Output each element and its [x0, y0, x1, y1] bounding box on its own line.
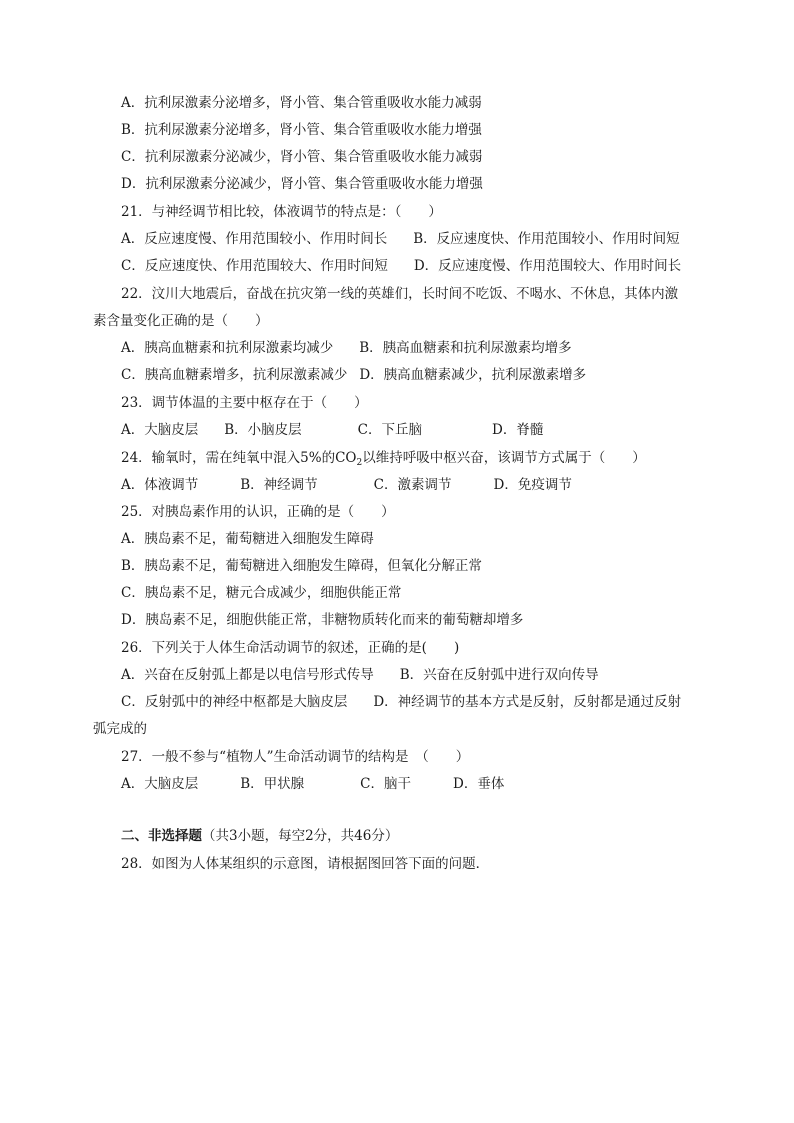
q24-stem: 24．输氧时，需在纯氧中混入5%的$CO_2$以维持呼吸中枢兴奋，该调节方式属于（ ） — [121, 450, 646, 468]
q22-option-a: A．胰高血糖素和抗利尿激素均减少 — [121, 340, 334, 356]
q26-option-c: C．反射弧中的神经中枢都是大脑皮层 — [121, 694, 348, 710]
q21-options-row1 — [121, 230, 680, 248]
q20-option-b: B．抗利尿激素分泌增多，肾小管、集合管重吸收水能力增强 — [121, 122, 482, 138]
q26-options-row2 — [121, 693, 681, 711]
q26-options-row1 — [121, 666, 599, 684]
q21-option-c: C．反应速度快、作用范围较大、作用时间短 — [121, 258, 388, 274]
q25-option-c: C．胰岛素不足，糖元合成减少，细胞供能正常 — [121, 585, 402, 601]
q26-option-b: B．兴奋在反射弧中进行双向传导 — [399, 667, 599, 683]
q24-option-a: A．体液调节 — [121, 477, 199, 493]
q22-options-row1 — [121, 339, 572, 357]
q23-stem: 23．调节体温的主要中枢存在于（ ） — [121, 395, 368, 411]
q27-stem: 27．一般不参与“植物人”生命活动调节的结构是 （ ） — [121, 749, 470, 765]
q28-stem: 28．如图为人体某组织的示意图，请根据图回答下面的问题． — [121, 856, 490, 872]
q27-option-c: C．脑干 — [360, 776, 412, 792]
q20-option-d: D．抗利尿激素分泌减少，肾小管、集合管重吸收水能力增强 — [121, 176, 483, 192]
q20-option-a: A．抗利尿激素分泌增多，肾小管、集合管重吸收水能力减弱 — [121, 95, 482, 111]
section-title: 二、非选择题 — [121, 828, 202, 844]
q24-options-row — [121, 476, 572, 494]
q24-option-b: B．神经调节 — [240, 477, 318, 493]
q22-stem-line2: 素含量变化正确的是（ ） — [93, 313, 269, 329]
q25-option-a: A．胰岛素不足，葡萄糖进入细胞发生障碍 — [121, 531, 374, 547]
section-note: （共3小题，每空2分，共46分） — [202, 828, 399, 844]
q27-option-d: D．垂体 — [453, 776, 505, 792]
q22-option-b: B．胰高血糖素和抗利尿激素均增多 — [359, 340, 572, 356]
q24-option-d: D．免疫调节 — [493, 477, 572, 493]
q21-option-d: D．反应速度慢、作用范围较大、作用时间长 — [413, 258, 682, 274]
q26-option-d-cont: 弧完成的 — [93, 721, 147, 737]
q20-option-c: C．抗利尿激素分泌减少，肾小管、集合管重吸收水能力减弱 — [121, 149, 483, 165]
q25-stem: 25．对胰岛素作用的认识，正确的是（ ） — [121, 504, 395, 520]
q23-options-row — [121, 421, 543, 439]
q24-option-c: C．激素调节 — [373, 477, 452, 493]
q22-option-c: C．胰高血糖素增多，抗利尿激素减少 — [121, 367, 348, 383]
q26-stem: 26．下列关于人体生命活动调节的叙述，正确的是( ) — [121, 640, 460, 656]
q27-option-a: A．大脑皮层 — [121, 776, 199, 792]
q26-option-d: D．神经调节的基本方式是反射，反射都是通过反射 — [373, 694, 682, 710]
q23-option-a: A．大脑皮层 — [121, 422, 199, 438]
q23-option-b: B．小脑皮层 — [224, 422, 302, 438]
q22-options-row2 — [121, 366, 586, 384]
q21-option-a: A．反应速度慢、作用范围较小、作用时间长 — [121, 231, 388, 247]
q21-stem: 21．与神经调节相比较，体液调节的特点是：（ ） — [121, 204, 442, 220]
q27-option-b: B．甲状腺 — [240, 776, 305, 792]
q25-option-b: B．胰岛素不足，葡萄糖进入细胞发生障碍，但氧化分解正常 — [121, 558, 482, 574]
q22-stem-line1: 22．汶川大地震后，奋战在抗灾第一线的英雄们，长时间不吃饭、不喝水、不休息，其体内激 — [121, 286, 679, 302]
q25-option-d: D．胰岛素不足，细胞供能正常，非糖物质转化而来的葡萄糖却增多 — [121, 612, 524, 628]
q26-option-a: A．兴奋在反射弧上都是以电信号形式传导 — [121, 667, 374, 683]
section-heading — [121, 827, 398, 845]
q27-options-row — [121, 775, 504, 793]
q21-options-row2 — [121, 257, 681, 275]
q23-option-c: C．下丘脑 — [357, 422, 423, 438]
q21-option-b: B．反应速度快、作用范围较小、作用时间短 — [413, 231, 680, 247]
q22-option-d: D．胰高血糖素减少，抗利尿激素增多 — [359, 367, 587, 383]
q23-option-d: D．脊髓 — [492, 422, 544, 438]
